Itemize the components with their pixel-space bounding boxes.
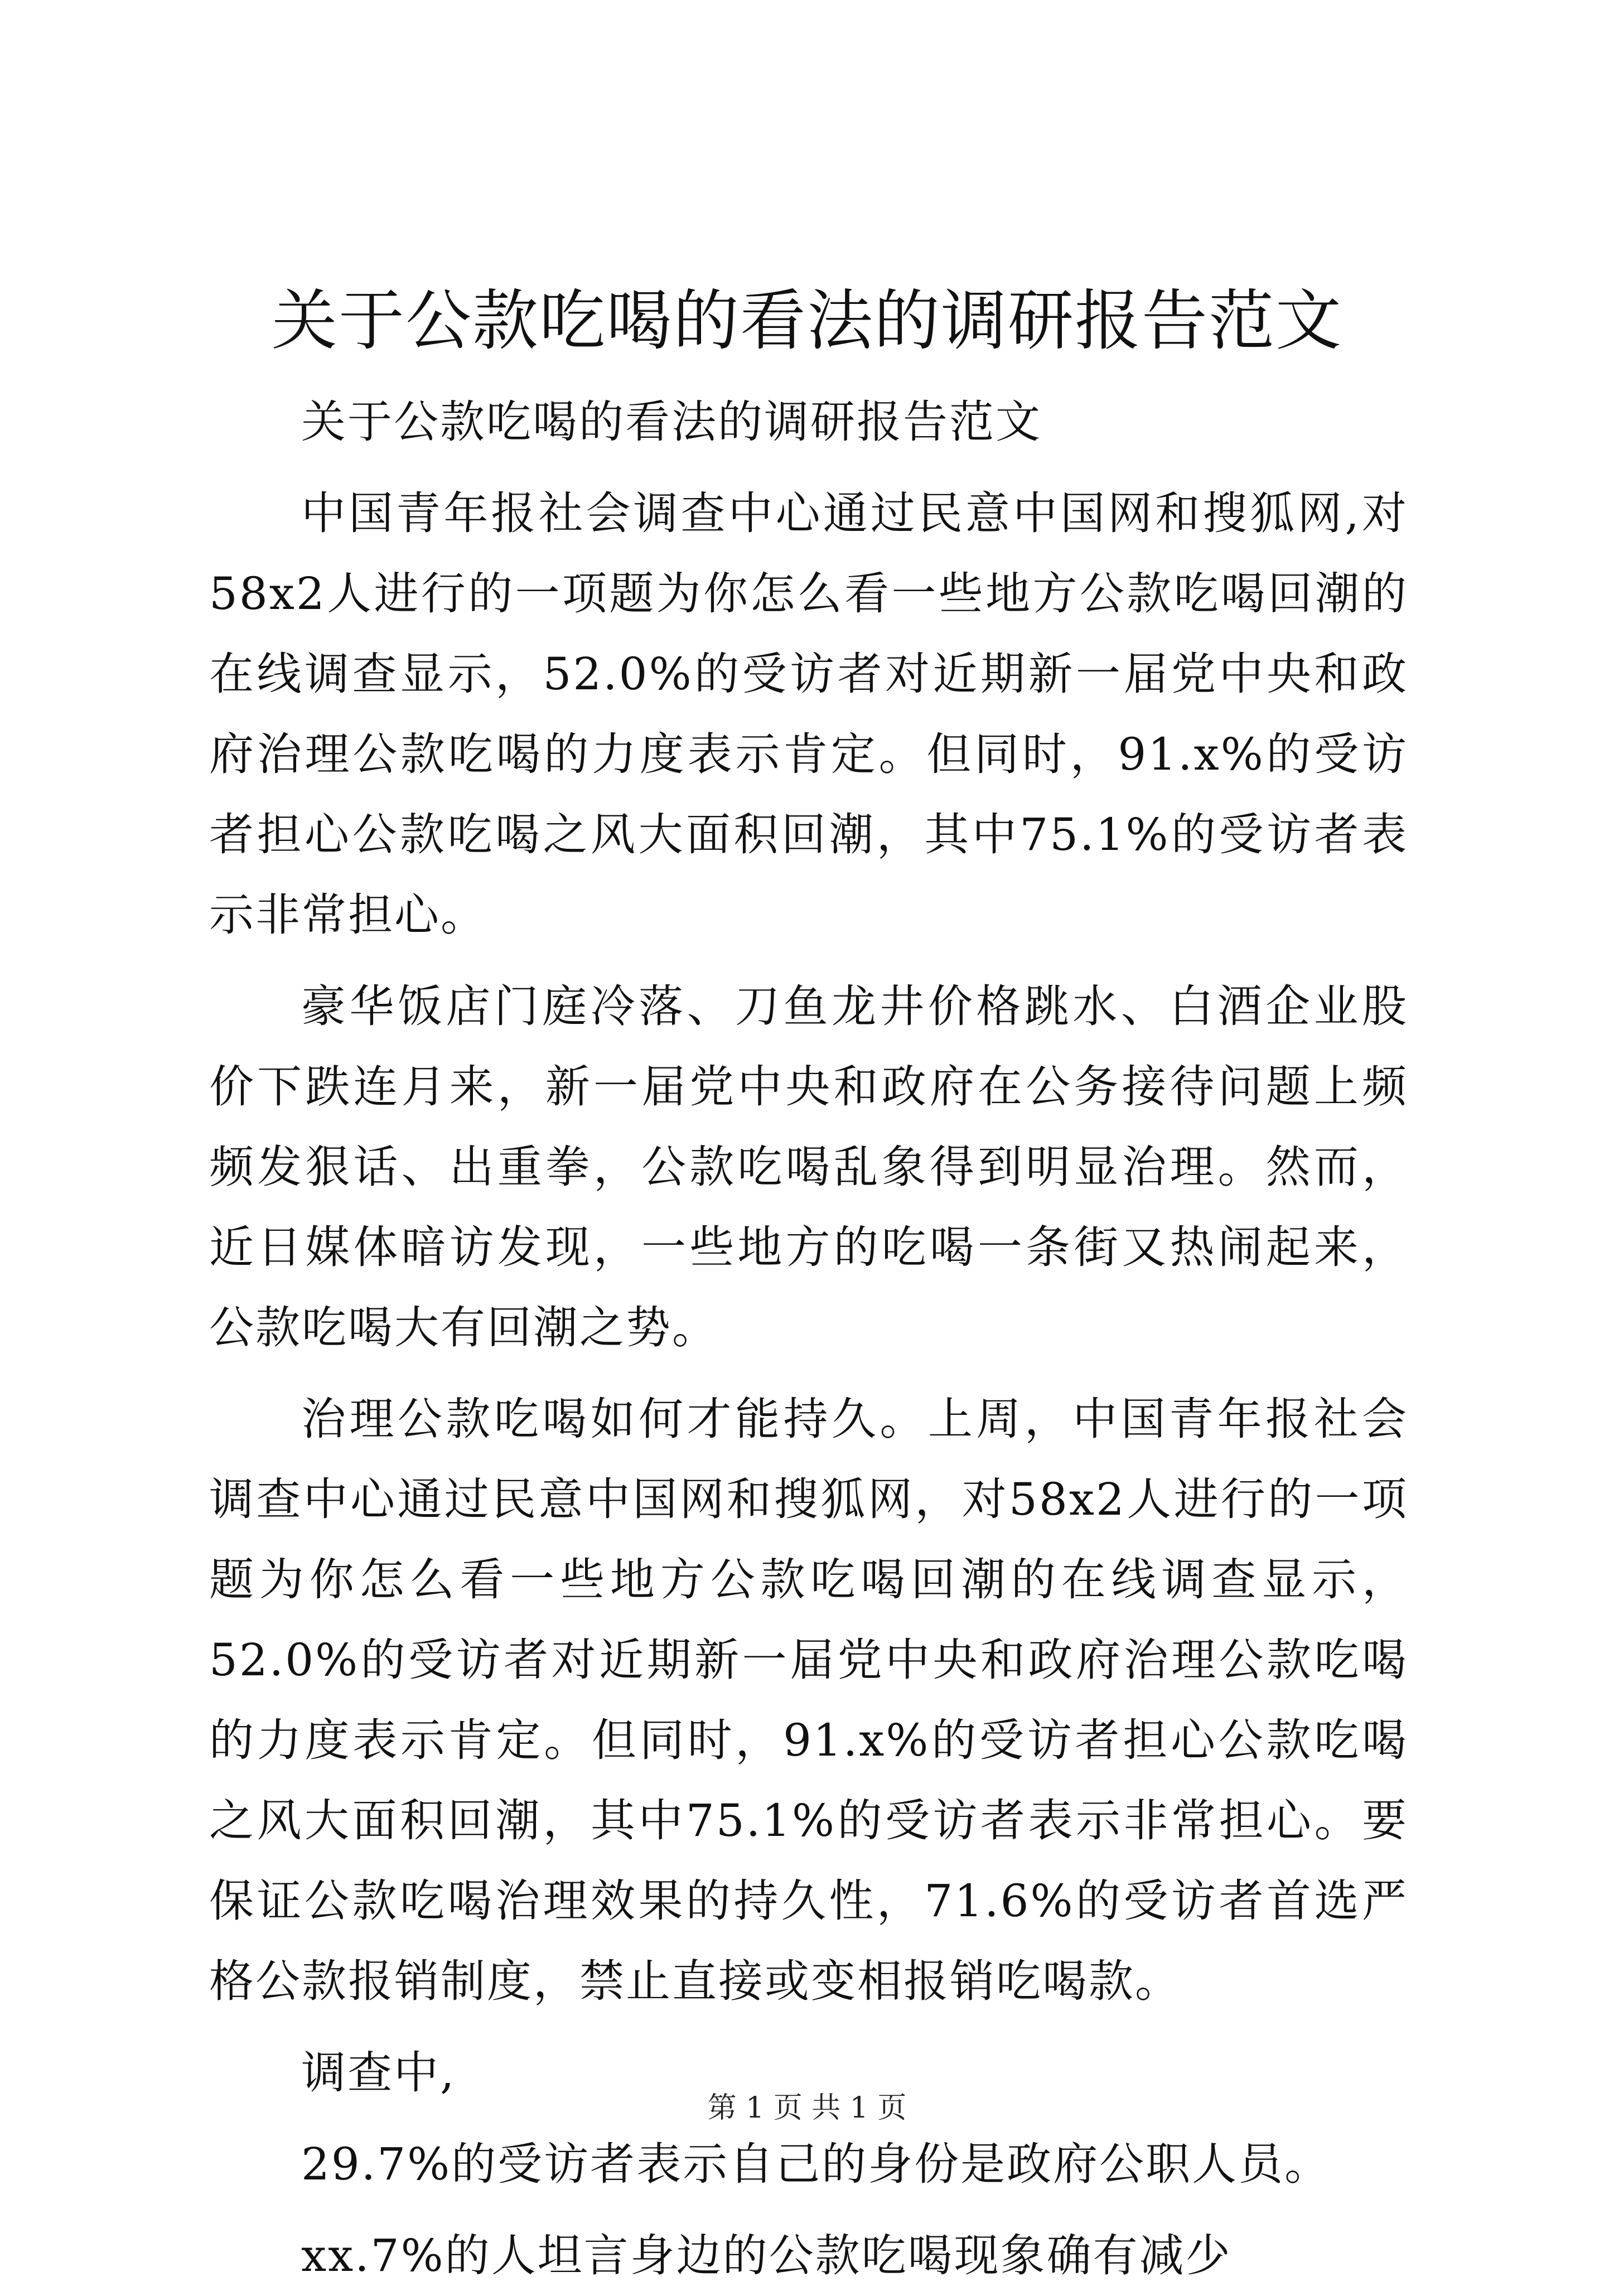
body-paragraph-5: 29.7%的受访者表示自己的身份是政府公职人员。 <box>301 2138 1331 2190</box>
body-paragraph-3: 治理公款吃喝如何才能持久。上周，中国青年报社会调查中心通过民意中国网和搜狐网，对58x2人进行的一项题为你怎么看一些地方公款吃喝回潮的在线调查显示，52.0%的受访者对近期新一届党中央和政府治理公款吃喝的力度表示肯定。但同时，91.x%的受访者担心公款吃喝之风大面积回潮，其中75.1%的受访者表示非常担心。要保证公款吃喝治理效果的持久性，71.6%的受访者首选严格公款报销制度，禁止直接或变相报销吃喝款。 <box>209 1393 1408 2007</box>
document-body <box>209 382 1408 2296</box>
document-title: 关于公款吃喝的看法的调研报告范文 <box>271 282 1342 359</box>
body-paragraph-2: 豪华饭店门庭冷落、刀鱼龙井价格跳水、白酒企业股价下跌连月来，新一届党中央和政府在公务接待问题上频频发狠话、出重拳，公款吃喝乱象得到明显治理。然而，近日媒体暗访发现，一些地方的吃喝一条街又热闹起来，公款吃喝大有回潮之势。 <box>209 980 1408 1354</box>
page-number-footer: 第 1 页 共 1 页 <box>707 2091 907 2125</box>
body-paragraph-subtitle: 关于公款吃喝的看法的调研报告范文 <box>301 396 1042 448</box>
body-paragraph-6: xx.7%的人坦言身边的公款吃喝现象确有减少 <box>301 2230 1232 2282</box>
body-paragraph-1: 中国青年报社会调查中心通过民意中国网和搜狐网,对58x2人进行的一项题为你怎么看一些地方公款吃喝回潮的在线调查显示，52.0%的受访者对近期新一届党中央和政府治理公款吃喝的力度表示肯定。但同时，91.x%的受访者担心公款吃喝之风大面积回潮，其中75.1%的受访者表示非常担心。 <box>209 487 1408 941</box>
body-paragraph-4: 调查中, <box>301 2047 456 2099</box>
